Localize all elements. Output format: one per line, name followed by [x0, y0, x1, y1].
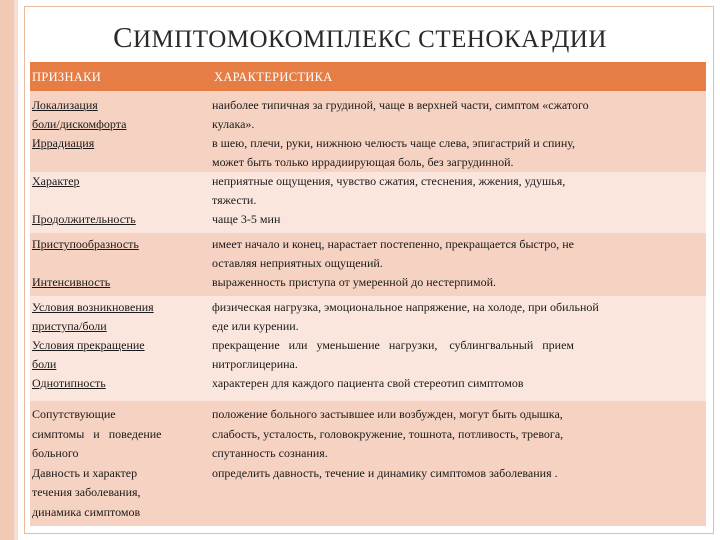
sign-cell: [30, 172, 206, 210]
desc-cell: [206, 96, 706, 134]
sign-line: Сопутствующие: [32, 407, 116, 421]
desc-line: нитроглицерина.: [212, 357, 298, 371]
desc-cell: [206, 134, 706, 172]
sign-cell: [30, 210, 206, 229]
desc-line: кулака».: [212, 117, 255, 131]
table-row: [30, 96, 706, 134]
row-group-5: [30, 401, 706, 526]
desc-cell: [206, 254, 706, 292]
header-characteristic: ХАРАКТЕРИСТИКА: [214, 70, 333, 84]
sign-line: симптомы и поведение: [32, 426, 162, 441]
desc-line: имеет начало и конец, нарастает постепенно, прекращается быстро, не: [212, 237, 575, 251]
sign-line: течения заболевания,: [32, 485, 141, 499]
desc-line: определить давность, течение и динамику симптомов заболевания .: [212, 465, 558, 480]
desc-line: спутанность сознания.: [212, 446, 328, 460]
table-header: [30, 62, 706, 91]
table-row: [30, 254, 706, 292]
desc-line: прекращение или уменьшение нагрузки, сублингвальный прием: [212, 338, 575, 352]
table-row: [30, 134, 706, 172]
desc-line: физическая нагрузка, эмоциональное напряжение, на холоде, при обильной: [212, 300, 599, 314]
sign-line: больного: [32, 446, 79, 460]
sign-line: Интенсивность: [32, 275, 111, 289]
sign-line: приступа/боли: [32, 319, 107, 333]
desc-cell: [206, 374, 706, 393]
sign-line: Однотипность: [32, 376, 106, 390]
sign-cell: [30, 336, 206, 374]
table-row: [30, 405, 706, 464]
table-row: [30, 336, 706, 374]
desc-line: наиболее типичная за грудиной, чаще в верхней части, симптом «сжатого: [212, 98, 589, 112]
table-row: [30, 210, 706, 229]
slide-title: [0, 22, 720, 55]
table-row: [30, 374, 706, 393]
desc-line: положение больного застывшее или возбужден, могут быть одышка,: [212, 407, 563, 421]
row-group-4: [30, 296, 706, 401]
sign-cell: [30, 298, 206, 336]
title-initial: С: [113, 22, 133, 54]
desc-line: выраженность приступа от умеренной до нестерпимой.: [212, 275, 497, 289]
left-decor-strip-inner: [14, 0, 18, 540]
sign-line: боли/дискомфорта: [32, 117, 127, 131]
desc-cell: [206, 210, 706, 229]
sign-line: Давность и характер: [32, 465, 138, 480]
sign-cell: [30, 464, 206, 523]
desc-line: в шею, плечи, руки, нижнюю челюсть чаще слева, эпигастрий и спину,: [212, 136, 576, 150]
sign-line: боли: [32, 357, 57, 371]
symptom-table: [30, 62, 706, 526]
row-group-1: [30, 91, 706, 172]
sign-line: Продолжительность: [32, 212, 136, 226]
sign-line: динамика симптомов: [32, 504, 141, 519]
desc-cell: [206, 464, 706, 523]
desc-cell: [206, 336, 706, 374]
desc-line: слабость, усталость, головокружение, тошнота, потливость, тревога,: [212, 426, 564, 441]
header-signs: ПРИЗНАКИ: [32, 70, 102, 84]
sign-line: Характер: [32, 174, 80, 188]
row-group-3: [30, 233, 706, 296]
sign-line: Приступообразность: [32, 237, 139, 251]
desc-line: может быть только иррадиирующая боль, без загрудинной.: [212, 155, 514, 169]
desc-cell: [206, 298, 706, 336]
sign-cell: [30, 96, 206, 134]
sign-line: Условия прекращение: [32, 338, 145, 352]
title-rest: ИМПТОМОКОМПЛЕКС СТЕНОКАРДИИ: [132, 26, 607, 53]
desc-line: чаще 3-5 мин: [212, 212, 281, 226]
desc-line: оставляя неприятных ощущений.: [212, 256, 383, 270]
table-row: [30, 172, 706, 210]
desc-line: еде или курении.: [212, 319, 299, 333]
left-decor-strip: [0, 0, 14, 540]
desc-line: неприятные ощущения, чувство сжатия, стеснения, жжения, удушья,: [212, 174, 566, 188]
sign-line: Иррадиация: [32, 136, 95, 150]
row-group-2: [30, 172, 706, 233]
desc-line: характерен для каждого пациента свой стереотип симптомов: [212, 376, 524, 390]
sign-line: Условия возникновения: [32, 300, 154, 314]
desc-line: тяжести.: [212, 193, 257, 207]
table-row: [30, 298, 706, 336]
sign-cell: [30, 374, 206, 393]
sign-cell: [30, 405, 206, 464]
sign-line: Локализация: [32, 98, 98, 112]
table-row: [30, 464, 706, 523]
sign-cell: [30, 254, 206, 292]
sign-cell: [30, 134, 206, 172]
desc-cell: [206, 405, 706, 464]
desc-cell: [206, 172, 706, 210]
